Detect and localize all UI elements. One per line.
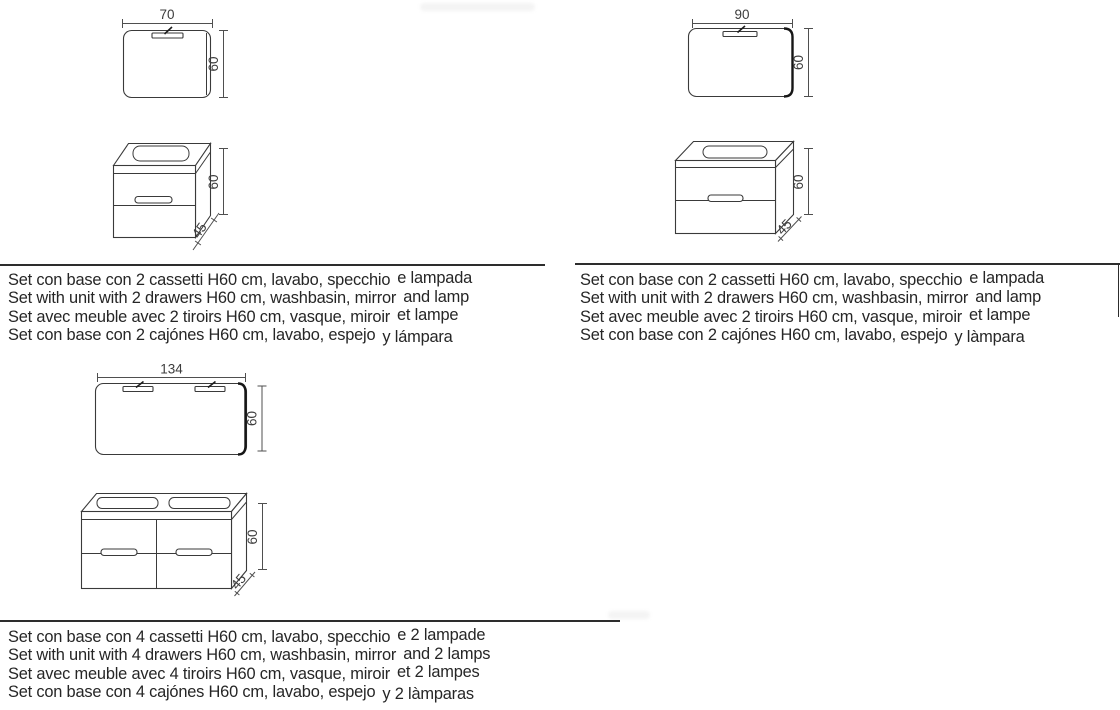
lamp [152, 33, 183, 38]
separator-line [0, 620, 620, 622]
mirror-width-label: 90 [734, 7, 750, 22]
description-line-en: Set with unit with 2 drawers H60 cm, washbasin, mirror and lamp [8, 288, 470, 308]
cabinet-top-face [114, 144, 211, 166]
cabinet-depth-label: 45 [773, 216, 795, 238]
drawer-handle [708, 195, 743, 202]
watermark-smudge [608, 611, 650, 619]
mirror-width-label: 134 [160, 361, 183, 377]
drawer-handle [135, 197, 172, 204]
width-dimension [122, 7, 213, 28]
cabinet-90-drawing [670, 135, 815, 250]
height-dimension [245, 386, 267, 452]
cabinet-depth-label: 45 [227, 571, 250, 593]
lamp [195, 387, 225, 392]
page-edge-line [1118, 263, 1120, 317]
mirror-height-label: 60 [244, 410, 260, 427]
mirror-90-drawing [680, 5, 820, 110]
height-dimension [245, 503, 267, 570]
cabinet-height-label: 60 [791, 174, 806, 190]
mirror-body [96, 384, 247, 455]
height-dimension [791, 148, 813, 215]
mirror-width-label: 70 [159, 7, 175, 22]
height-dimension [791, 28, 813, 97]
description-line-es: Set con base con 2 cajónes H60 cm, lavabo, espejo y làmpara [580, 325, 1025, 346]
cabinet-height-label: 60 [245, 529, 260, 545]
description-set-70 [8, 271, 472, 344]
cabinet-height-label: 60 [206, 174, 221, 190]
description-set-90 [580, 271, 1044, 344]
lamp [123, 387, 153, 392]
mirror-body [689, 29, 793, 97]
watermark-smudge [420, 3, 535, 11]
description-line-it: Set con base con 2 cassetti H60 cm, lavabo, specchio e lampada [580, 269, 1045, 289]
lamp [723, 32, 757, 37]
width-dimension [97, 362, 246, 383]
cabinet-70-drawing [105, 135, 245, 260]
description-line-fr: Set avec meuble avec 2 tiroirs H60 cm, vasque, miroir et lampe [580, 305, 1031, 326]
mirror-height-label: 60 [791, 54, 806, 71]
description-line-it: Set con base con 4 cassetti H60 cm, lavabo, specchio e 2 lampade [8, 626, 486, 646]
description-line-fr: Set avec meuble avec 4 tiroirs H60 cm, vasque, miroir et 2 lampes [8, 662, 480, 683]
drawer-handle [176, 549, 212, 556]
drawer-handle [101, 549, 137, 556]
mirror-70-drawing [95, 5, 235, 110]
description-line-fr: Set avec meuble avec 2 tiroirs H60 cm, vasque, miroir et lampe [8, 305, 459, 326]
description-line-es: Set con base con 4 cajónes H60 cm, lavabo, espejo y 2 làmparas [8, 682, 474, 703]
description-line-es: Set con base con 2 cajónes H60 cm, lavabo, espejo y lámpara [8, 325, 453, 346]
mirror-height-label: 60 [206, 56, 221, 72]
description-line-en: Set with unit with 4 drawers H60 cm, washbasin, mirror and 2 lamps [8, 645, 491, 665]
separator-line [575, 263, 1120, 265]
description-line-en: Set with unit with 2 drawers H60 cm, washbasin, mirror and lamp [580, 288, 1042, 308]
mirror-134-drawing [60, 362, 270, 465]
mirror-body [124, 31, 211, 98]
cabinet-134-drawing [75, 488, 275, 603]
cabinet-depth-label: 45 [188, 219, 210, 241]
description-line-it: Set con base con 2 cassetti H60 cm, lavabo, specchio e lampada [8, 269, 473, 289]
separator-line [0, 264, 545, 266]
description-set-134 [8, 628, 490, 701]
width-dimension [692, 7, 793, 28]
